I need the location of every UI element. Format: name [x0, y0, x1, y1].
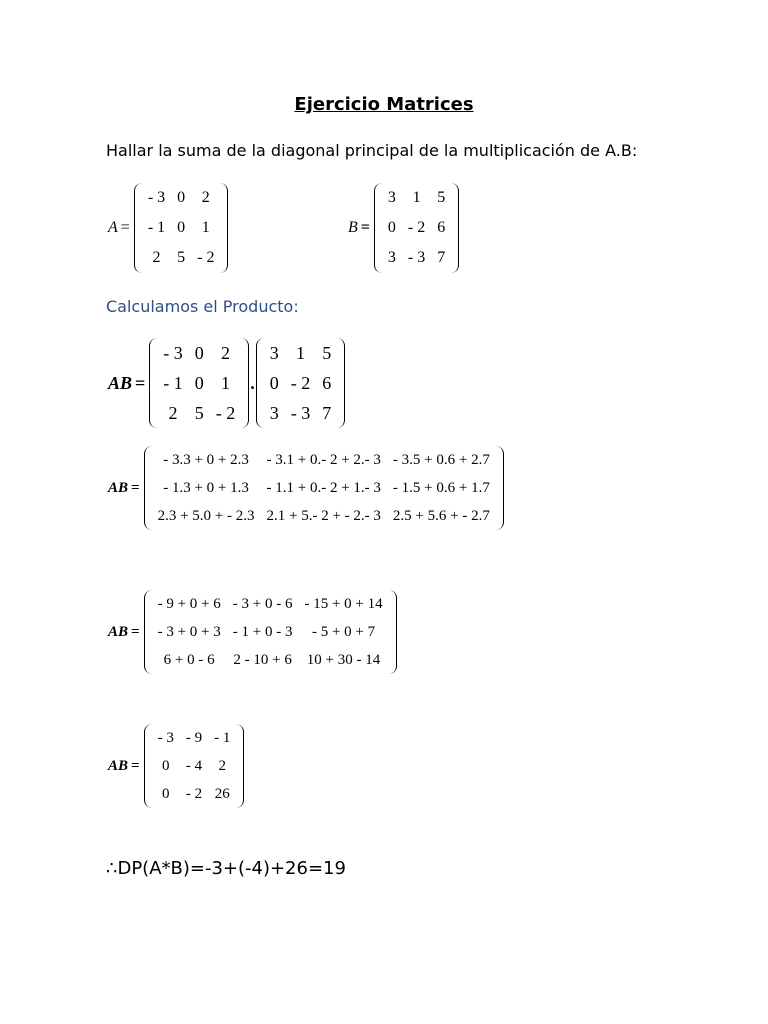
matrix-cell: - 2 — [215, 402, 236, 423]
matrix-cell: 26 — [214, 785, 230, 802]
matrix-row — [152, 474, 496, 502]
matrix-row — [152, 724, 237, 752]
matrix-cell: - 2 — [197, 249, 215, 266]
result-label: AB = — [108, 757, 140, 774]
matrix-cell: - 3 — [157, 729, 174, 746]
matrix-row — [157, 338, 241, 368]
matrix-row — [382, 183, 451, 213]
matrix-cell: 2.1 + 5.- 2 + - 2.- 3 — [266, 507, 381, 524]
multiplication-dot: . — [250, 372, 255, 393]
matrix-cell: 10 + 30 - 14 — [306, 651, 381, 668]
matrix-cell: - 3 — [290, 402, 311, 423]
matrix-cell: - 3 + 0 + 3 — [157, 623, 221, 640]
matrix-row — [382, 243, 451, 273]
matrix-cell: 2 — [152, 249, 161, 266]
matrix-row — [152, 780, 237, 808]
left-paren — [256, 338, 264, 428]
product-right-cells — [264, 338, 338, 428]
matrix-a-label: A = — [108, 219, 130, 236]
matrix-cell: 5 — [177, 249, 186, 266]
matrix-b-label: B = — [348, 219, 370, 236]
products-matrix — [144, 590, 397, 674]
matrix-cell: - 1.5 + 0.6 + 1.7 — [392, 479, 490, 496]
matrix-cell: - 3 — [407, 249, 426, 266]
products-step-equation — [108, 590, 397, 674]
matrix-row — [264, 368, 338, 398]
expanded-cells — [152, 446, 496, 530]
matrix-b-equation — [348, 183, 459, 273]
right-paren — [236, 724, 244, 808]
matrix-cell: - 1.1 + 0.- 2 + 1.- 3 — [266, 479, 381, 496]
matrix-cell: - 1 — [214, 729, 231, 746]
matrix-cell: 0 — [269, 372, 279, 393]
matrix-cell: 2 — [168, 402, 178, 423]
right-paren — [451, 183, 459, 273]
matrix-cell: - 5 + 0 + 7 — [311, 623, 376, 640]
matrix-row — [157, 368, 241, 398]
problem-statement: Hallar la suma de la diagonal principal de la multiplicación de A.B: — [106, 141, 638, 160]
matrix-cell: - 3.1 + 0.- 2 + 2.- 3 — [266, 451, 381, 468]
matrix-row — [157, 398, 241, 428]
matrix-cell: - 3.3 + 0 + 2.3 — [163, 451, 249, 468]
matrix-a-equation — [108, 183, 228, 273]
left-paren — [144, 590, 152, 674]
matrix-cell: 2 — [201, 189, 210, 206]
result-equation — [108, 724, 244, 808]
matrix-row — [152, 618, 389, 646]
matrix-cell: 2 - 10 + 6 — [233, 651, 292, 668]
right-paren — [241, 338, 249, 428]
conclusion-line: ∴DP(A*B)=-3+(-4)+26=19 — [106, 858, 346, 879]
matrix-row — [152, 502, 496, 530]
matrix-row — [152, 590, 389, 618]
left-paren — [374, 183, 382, 273]
matrix-cell: 1 — [221, 372, 231, 393]
matrix-cell: 0 — [161, 785, 170, 802]
matrix-cell: 2.3 + 5.0 + - 2.3 — [157, 507, 255, 524]
matrix-cell: - 4 — [185, 757, 203, 774]
matrix-cell: 5 — [194, 402, 204, 423]
left-paren — [144, 446, 152, 530]
left-paren — [144, 724, 152, 808]
matrix-cell: 2 — [221, 342, 231, 363]
matrix-cell: - 1 + 0 - 3 — [232, 623, 293, 640]
matrix-cell: 2 — [218, 757, 226, 774]
matrix-cell: 3 — [269, 342, 279, 363]
left-paren — [149, 338, 157, 428]
matrix-cell: - 2 — [407, 219, 426, 236]
matrix-cell: 5 — [322, 342, 332, 363]
matrix-row — [142, 243, 221, 273]
matrix-cell: - 15 + 0 + 14 — [304, 595, 383, 612]
matrix-b — [374, 183, 459, 273]
section-heading: Calculamos el Producto: — [106, 297, 299, 316]
matrix-row — [264, 398, 338, 428]
product-setup-equation — [108, 338, 345, 428]
matrix-a — [134, 183, 229, 273]
product-left-matrix — [149, 338, 249, 428]
matrix-row — [382, 213, 451, 243]
matrix-cell: 0 — [177, 189, 186, 206]
page-title: Ejercicio Matrices — [294, 94, 474, 115]
matrix-cell: - 1.3 + 0 + 1.3 — [163, 479, 249, 496]
right-paren — [496, 446, 504, 530]
matrix-cell: 3 — [387, 249, 396, 266]
matrix-cell: - 3 — [163, 342, 183, 363]
product-label: AB = — [108, 372, 146, 393]
matrix-cell: 0 — [194, 342, 204, 363]
right-paren — [389, 590, 397, 674]
matrix-cell: 5 — [437, 189, 446, 206]
matrix-cell: 3 — [269, 402, 279, 423]
product-right-matrix — [256, 338, 346, 428]
matrix-cell: 7 — [322, 402, 332, 423]
matrix-cell: 0 — [194, 372, 204, 393]
products-label: AB = — [108, 623, 140, 640]
result-matrix — [144, 724, 245, 808]
matrix-cell: - 2 — [185, 785, 203, 802]
left-paren — [134, 183, 142, 273]
matrix-cell: 6 + 0 - 6 — [163, 651, 215, 668]
matrix-cell: 6 — [437, 219, 446, 236]
matrix-cell: - 3.5 + 0.6 + 2.7 — [392, 451, 490, 468]
matrix-row — [264, 338, 338, 368]
matrix-cell: 2.5 + 5.6 + - 2.7 — [392, 507, 490, 524]
matrix-b-cells — [382, 183, 451, 273]
expanded-step-equation — [108, 446, 504, 530]
matrix-cell: 0 — [177, 219, 186, 236]
matrix-cell: - 1 — [147, 219, 166, 236]
expanded-label: AB = — [108, 479, 140, 496]
matrix-cell: - 3 + 0 - 6 — [232, 595, 293, 612]
expanded-matrix — [144, 446, 504, 530]
right-paren — [220, 183, 228, 273]
matrix-cell: - 9 — [185, 729, 203, 746]
matrix-cell: 1 — [201, 219, 210, 236]
matrix-cell: - 3 — [147, 189, 166, 206]
product-left-cells — [157, 338, 241, 428]
matrix-cell: - 9 + 0 + 6 — [157, 595, 221, 612]
matrix-cell: 6 — [322, 372, 332, 393]
matrix-cell: 7 — [437, 249, 446, 266]
result-cells — [152, 724, 237, 808]
matrix-cell: 0 — [161, 757, 170, 774]
matrix-row — [152, 446, 496, 474]
products-cells — [152, 590, 389, 674]
matrix-row — [142, 183, 221, 213]
matrix-a-cells — [142, 183, 221, 273]
matrix-row — [152, 646, 389, 674]
matrix-cell: 0 — [387, 219, 396, 236]
matrix-row — [142, 213, 221, 243]
matrix-cell: 3 — [387, 189, 396, 206]
matrix-cell: - 1 — [163, 372, 183, 393]
matrix-cell: - 2 — [290, 372, 311, 393]
matrix-row — [152, 752, 237, 780]
matrix-cell: 1 — [412, 189, 421, 206]
right-paren — [337, 338, 345, 428]
matrix-cell: 1 — [296, 342, 306, 363]
